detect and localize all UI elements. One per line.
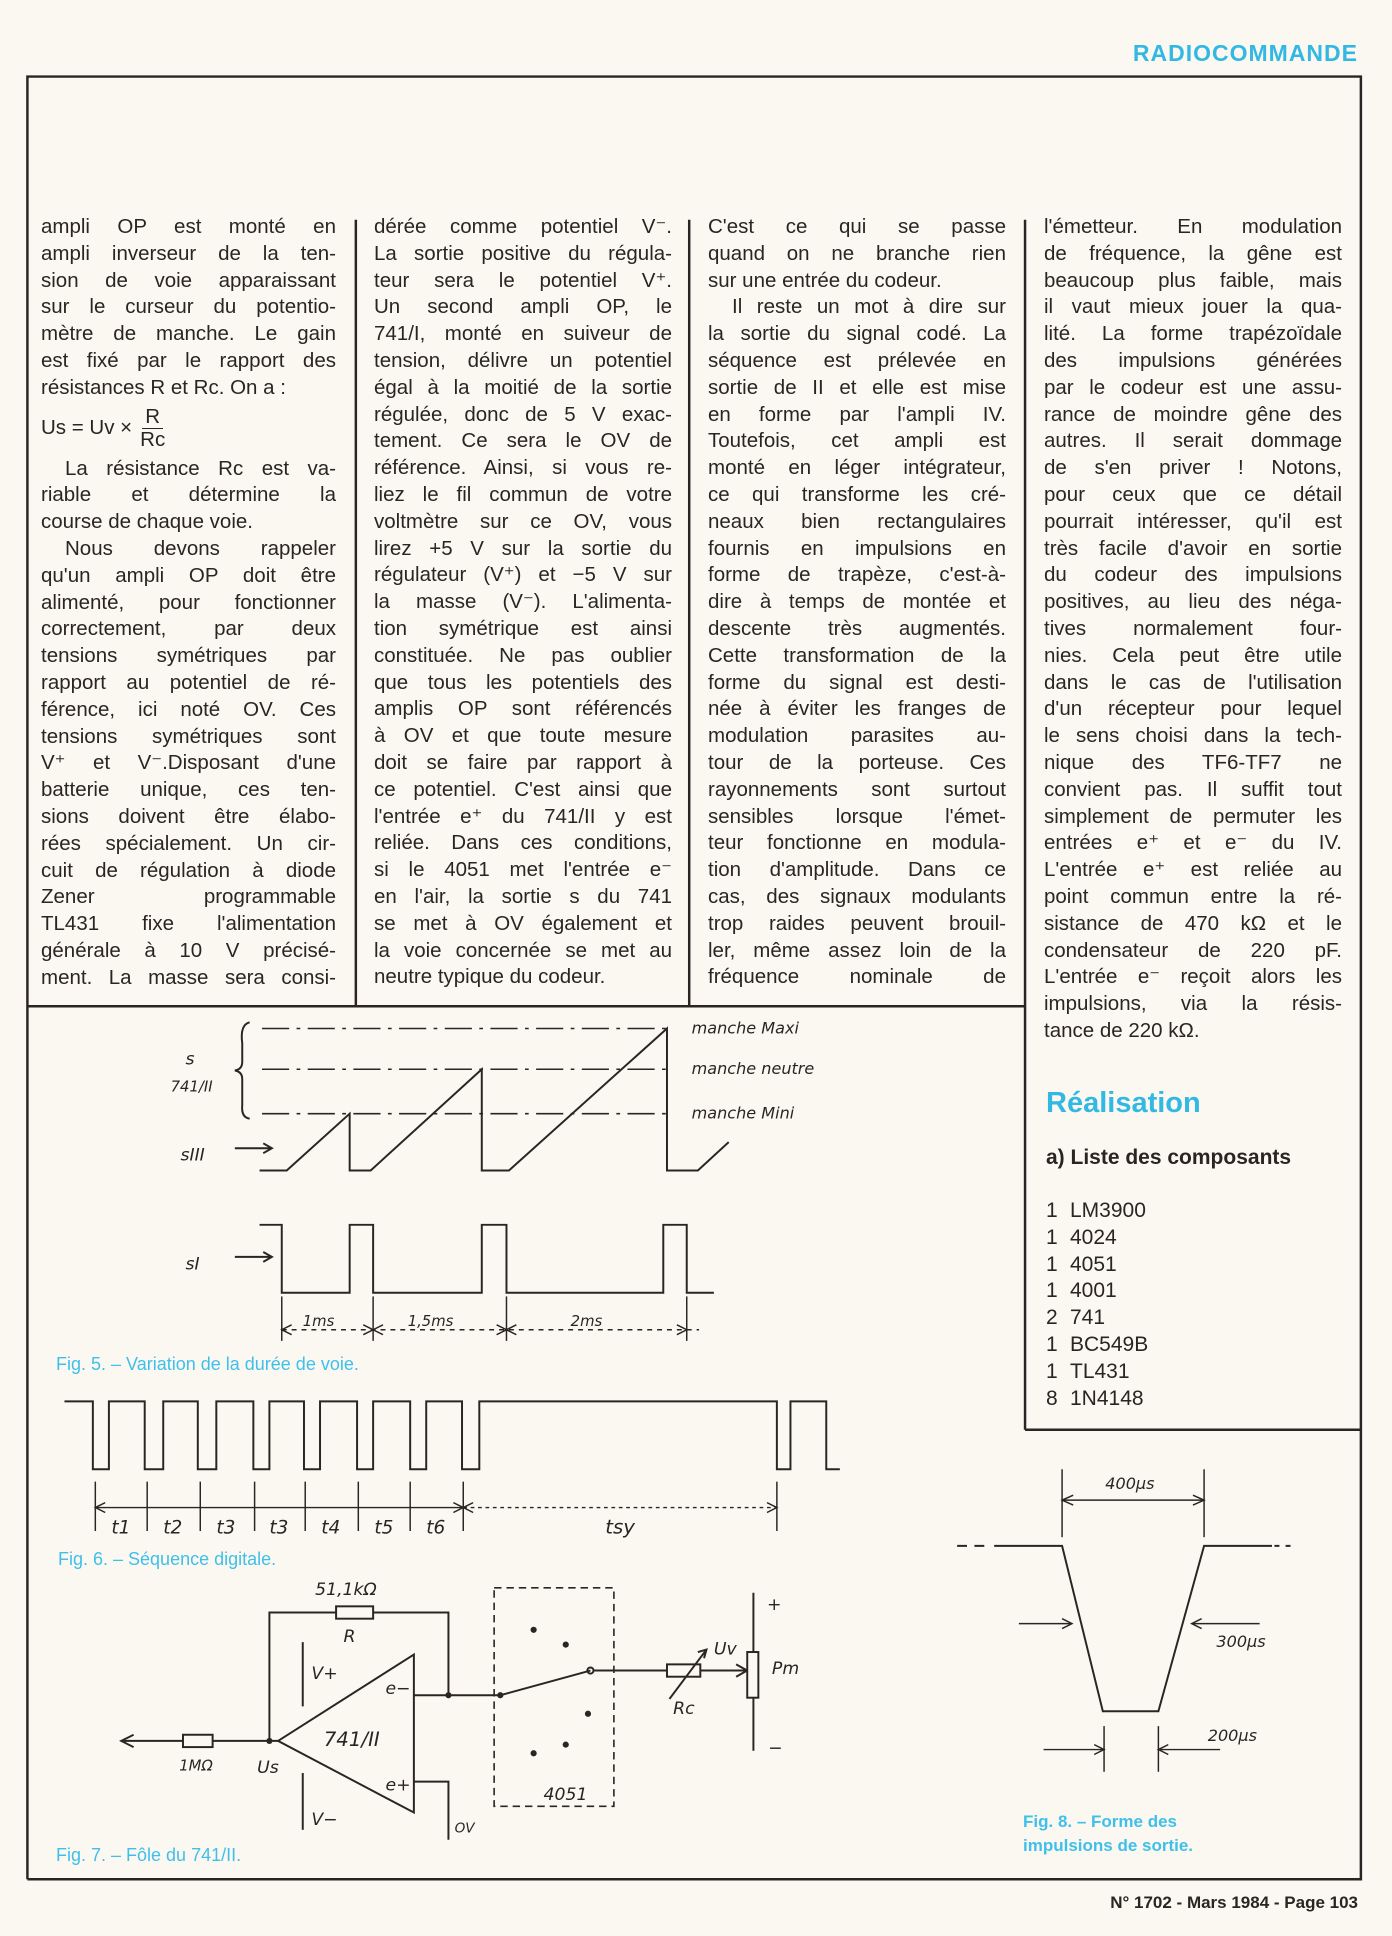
text-line: Il reste un mot à dire sur	[732, 295, 1006, 319]
label-4051: 4051	[543, 1785, 588, 1806]
trapezoid-pulse	[994, 1546, 1272, 1711]
text-line: par le codeur est une assu-	[1044, 375, 1342, 399]
text-line: riable et détermine la	[41, 483, 336, 507]
resistor-r	[336, 1606, 373, 1618]
text-line: de s'en priver ! Notons,	[1044, 456, 1342, 480]
interval-label: t5	[374, 1517, 394, 1539]
text-line: née à éviter les franges de	[708, 697, 1006, 721]
text-line: liez le fil commun de votre	[374, 482, 672, 506]
fig5-diagram	[171, 1018, 815, 1340]
text-line: positives, au lieu des néga-	[1044, 590, 1342, 614]
text-line: sistance de 470 kΩ et le	[1044, 911, 1342, 935]
text-line: beaucoup plus faible, mais	[1044, 268, 1342, 292]
label-741-II: 741/II	[323, 1727, 380, 1751]
interval-label: t2	[163, 1517, 183, 1539]
text-line: tensions symétriques sont	[41, 724, 336, 748]
dim-1-5ms: 1,5ms	[407, 1313, 454, 1331]
text-line: rées spécialement. Un cir-	[41, 831, 336, 855]
text-line: la voie concernée se met au	[374, 938, 672, 962]
component-qty: 1	[1046, 1252, 1058, 1276]
text-line: V⁺ et V⁻.Disposant d'une	[41, 751, 336, 775]
text-line: La résistance Rc est va-	[65, 456, 336, 480]
text-line: doit se faire par rapport à	[374, 750, 672, 774]
mux-4051-box	[494, 1588, 614, 1807]
text-line: fournis en impulsions en	[708, 536, 1006, 560]
text-line: constituée. Ne pas oublier	[374, 643, 672, 667]
text-line: lirez +5 V sur la sortie du	[374, 536, 672, 560]
text-line: Zener programmable	[41, 885, 336, 909]
label-pm: Pm	[771, 1659, 800, 1680]
text-line: séquence est prélevée en	[708, 348, 1006, 372]
label-rc: Rc	[673, 1698, 695, 1719]
text-line: résistances R et Rc. On a :	[41, 375, 286, 399]
text-line: forme du signal est desti-	[708, 670, 1006, 694]
text-line: est fixé par le rapport des	[41, 348, 336, 372]
text-line: fréquence nominale de	[708, 965, 1006, 989]
text-line: si le 4051 met l'entrée e⁻	[374, 858, 672, 882]
label-1m: 1MΩ	[179, 1757, 213, 1775]
text-line: ler, même assez loin de la	[708, 938, 1006, 962]
component-ref: BC549B	[1070, 1332, 1149, 1356]
text-line: qu'un ampli OP doit être	[41, 563, 336, 587]
text-line: descente très augmentés.	[708, 616, 1006, 640]
label-51k: 51,1kΩ	[315, 1580, 377, 1601]
label-s-III: sIII	[180, 1145, 205, 1166]
text-line: ment. La masse sera consi-	[41, 965, 336, 989]
text-line: rapport au potentiel de ré-	[41, 670, 336, 694]
text-line: condensateur de 220 pF.	[1044, 938, 1342, 962]
label-eplus: e+	[385, 1775, 411, 1796]
section-heading-realisation: Réalisation	[1046, 1087, 1201, 1119]
component-ref: TL431	[1070, 1359, 1130, 1383]
interval-label: t3	[269, 1517, 289, 1539]
page-footer: N° 1702 - Mars 1984 - Page 103	[1110, 1893, 1358, 1912]
text-line: la sortie du signal codé. La	[708, 322, 1006, 346]
label-s: s	[185, 1049, 195, 1070]
text-line: correctement, par deux	[41, 617, 336, 641]
text-line: alimenté, pour fonctionner	[41, 590, 336, 614]
text-line: TL431 fixe l'alimentation	[41, 912, 336, 936]
text-line: Un second ampli OP, le	[374, 295, 672, 319]
fig7-caption: Fig. 7. – Fôle du 741/II.	[56, 1845, 242, 1865]
text-line: trop raides peuvent brouil-	[708, 911, 1006, 935]
label-us: Us	[257, 1758, 279, 1779]
text-line: Toutefois, cet ampli est	[708, 429, 1006, 453]
fig5-caption: Fig. 5. – Variation de la durée de voie.	[56, 1354, 359, 1374]
dim-400us: 400µs	[1105, 1474, 1155, 1494]
switch-contacts	[266, 1627, 591, 1757]
dim-1ms: 1ms	[302, 1313, 335, 1331]
text-line: sion de voie apparaissant	[41, 268, 336, 292]
text-line: entrées e⁺ et e⁻ du IV.	[1044, 831, 1342, 855]
component-qty: 2	[1046, 1306, 1058, 1330]
component-ref: 4024	[1070, 1225, 1117, 1249]
text-line: reliée. Dans ces conditions,	[374, 831, 672, 855]
text-line: Cette transformation de la	[708, 643, 1006, 667]
formula-numerator: R	[142, 406, 163, 429]
text-line: tour de la porteuse. Ces	[708, 750, 1006, 774]
text-line: cuit de régulation à diode	[41, 858, 336, 882]
text-line: course de chaque voie.	[41, 510, 253, 534]
text-line: neaux bien rectangulaires	[708, 509, 1006, 533]
text-line: tension, délivre un potentiel	[374, 348, 672, 372]
text-line: d'un récepteur pour lequel	[1044, 697, 1342, 721]
label-eminus: e−	[385, 1679, 411, 1699]
component-qty: 8	[1046, 1386, 1058, 1410]
text-line: ce qui transforme les cré-	[708, 482, 1006, 506]
component-ref: 4001	[1070, 1279, 1117, 1303]
formula-lhs: Us = Uv ×	[41, 416, 133, 440]
text-line: ce potentiel. C'est ainsi que	[374, 777, 672, 801]
text-line: il vaut mieux jouer la qua-	[1044, 295, 1342, 319]
text-line: impulsions, via la résis-	[1044, 992, 1342, 1016]
dim-200us: 200µs	[1207, 1725, 1257, 1745]
text-line: régulateur (V⁺) et −5 V sur	[374, 563, 672, 587]
fig6-diagram	[64, 1401, 839, 1538]
text-line: l'émetteur. En modulation	[1044, 215, 1342, 238]
fig8-caption-line1: Fig. 8. – Forme des	[1023, 1812, 1177, 1831]
text-line: tement. Ce sera le OV de	[374, 429, 672, 453]
text-line: la masse (V⁻). L'alimenta-	[374, 590, 672, 614]
formula-denominator: Rc	[140, 428, 166, 452]
text-line: dans le cas de l'utilisation	[1044, 670, 1342, 694]
text-line: dérée comme potentiel V⁻.	[374, 215, 672, 238]
label-vminus: V−	[311, 1809, 338, 1830]
label-minus: −	[768, 1738, 783, 1759]
interval-label: t6	[426, 1517, 446, 1539]
text-line: régulée, donc de 5 V exac-	[374, 402, 672, 426]
text-line: amplis OP sont référencés	[374, 697, 672, 721]
label-vplus: V+	[311, 1664, 338, 1685]
text-line: L'entrée e⁻ reçoit alors les	[1044, 965, 1342, 989]
text-line: nies. Cela peut être utile	[1044, 643, 1342, 667]
text-line: tion d'amplitude. Dans ce	[708, 858, 1006, 882]
text-line: en l'air, la sortie s du 741	[374, 884, 672, 908]
label-plus: +	[766, 1595, 782, 1616]
pulse-signal	[260, 1225, 714, 1293]
text-line: teur fonctionne en modula-	[708, 831, 1006, 855]
text-line: des impulsions générées	[1044, 348, 1342, 372]
label-tsy: tsy	[605, 1515, 635, 1539]
text-line: que tous les potentiels des	[374, 670, 672, 694]
component-ref: LM3900	[1070, 1199, 1146, 1222]
text-line: teur sera le potentiel V⁺.	[374, 268, 672, 292]
text-line: pour ceux que ce détail	[1044, 482, 1342, 506]
text-line: modulation parasites au-	[708, 724, 1006, 748]
text-line: autres. Il serait dommage	[1044, 429, 1342, 453]
fig7-circuit	[121, 1580, 799, 1839]
fig8-caption-line2: impulsions de sortie.	[1023, 1836, 1194, 1855]
text-line: dire à temps de montée et	[708, 590, 1006, 614]
text-line: cas, des signaux modulants	[708, 884, 1006, 908]
text-line: l'entrée e⁺ du 741/II y est	[374, 804, 672, 828]
page-frame	[27, 77, 1360, 1880]
text-line: pourrait intéresser, qu'il est	[1044, 509, 1342, 533]
label-ov: OV	[454, 1820, 475, 1837]
label-manche-maxi: manche Maxi	[691, 1018, 799, 1038]
text-line: La sortie positive du régula-	[374, 241, 672, 265]
text-line: sur une entrée du codeur.	[708, 268, 942, 292]
text-line: égal à la moitié de la sortie	[374, 375, 672, 399]
text-line: point commun entre la ré-	[1044, 884, 1342, 908]
dim-300us: 300µs	[1216, 1632, 1266, 1652]
text-line: à OV et que toute mesure	[374, 724, 672, 748]
text-line: voltmètre sur ce OV, vous	[374, 509, 672, 533]
arrow-icon	[235, 1143, 272, 1262]
dimension-lines	[282, 1296, 699, 1340]
text-line: férence, ici noté OV. Ces	[41, 697, 336, 721]
component-ref: 1N4148	[1070, 1386, 1144, 1410]
text-line: le sens choisi dans la tech-	[1044, 724, 1342, 748]
dim-2ms: 2ms	[570, 1313, 603, 1331]
text-line: nique des TF6-TF7 ne	[1044, 750, 1342, 774]
potentiometer-pm	[747, 1652, 758, 1698]
interval-labels	[111, 1517, 445, 1538]
text-line: C'est ce qui se passe	[708, 215, 1006, 238]
text-line: rayonnements sont surtout	[708, 777, 1006, 801]
component-qty: 1	[1046, 1359, 1058, 1383]
text-line: du codeur des impulsions	[1044, 563, 1342, 587]
interval-label: t1	[111, 1517, 131, 1539]
label-s-I: sI	[185, 1254, 200, 1275]
text-line: de fréquence, la gêne est	[1044, 241, 1342, 265]
text-line: très facile d'avoir en sortie	[1044, 536, 1342, 560]
text-line: sions doivent être élabo-	[41, 804, 336, 828]
interval-label: t3	[216, 1517, 236, 1539]
text-line: monté en léger intégrateur,	[708, 456, 1006, 480]
text-line: tensions symétriques par	[41, 644, 336, 668]
text-line: L'entrée e⁺ est reliée au	[1044, 858, 1342, 882]
text-line: convient pas. Il suffit tout	[1044, 777, 1342, 801]
text-line: se met à OV également et	[374, 911, 672, 935]
text-line: 741/I, monté en suiveur de	[374, 322, 672, 346]
text-line: simplement de permuter les	[1044, 804, 1342, 828]
component-ref: 741	[1070, 1306, 1106, 1330]
text-line: Nous devons rappeler	[65, 536, 336, 560]
component-qty: 1	[1046, 1199, 1058, 1222]
component-qty: 1	[1046, 1332, 1058, 1356]
text-line: sensibles lorsque l'émet-	[708, 804, 1006, 828]
text-line: tives normalement four-	[1044, 616, 1342, 640]
text-line: en forme par l'ampli IV.	[708, 402, 1006, 426]
sawtooth-signal	[260, 1029, 729, 1171]
component-qty: 1	[1046, 1225, 1058, 1249]
text-line: tance de 220 kΩ.	[1044, 1018, 1200, 1042]
text-line: quand on ne branche rien	[708, 241, 1006, 265]
text-line: référence. Ainsi, si vous re-	[374, 456, 672, 480]
text-line: rance de moindre gêne des	[1044, 402, 1342, 426]
label-uv: Uv	[713, 1639, 737, 1660]
components-subheading: a) Liste des composants	[1046, 1146, 1292, 1169]
digital-sequence	[64, 1401, 839, 1469]
text-line: sur le curseur du potentio-	[41, 295, 336, 319]
fig8-diagram	[957, 1469, 1297, 1772]
fig6-caption: Fig. 6. – Séquence digitale.	[58, 1549, 277, 1569]
text-line: tion symétrique est ainsi	[374, 616, 672, 640]
component-ref: 4051	[1070, 1252, 1117, 1276]
text-line: ampli inverseur de la ten-	[41, 241, 336, 265]
text-line: lité. La forme trapézoïdale	[1044, 322, 1342, 346]
label-r: R	[343, 1627, 356, 1648]
level-lines	[262, 1029, 673, 1114]
text-line: ampli OP est monté en	[41, 215, 336, 238]
resistor-1m	[183, 1735, 213, 1747]
label-manche-neutre: manche neutre	[691, 1059, 815, 1079]
label-741-II: 741/II	[170, 1078, 213, 1096]
brace	[235, 1022, 250, 1118]
text-line: batterie unique, ces ten-	[41, 778, 336, 802]
interval-label: t4	[321, 1517, 341, 1539]
text-line: neutre typique du codeur.	[374, 965, 606, 989]
text-line: mètre de manche. Le gain	[41, 322, 336, 346]
component-qty: 1	[1046, 1279, 1058, 1303]
text-line: sortie de II et elle est mise	[708, 375, 1006, 399]
text-line: générale à 10 V précisé-	[41, 938, 336, 962]
section-header: RADIOCOMMANDE	[1132, 40, 1358, 66]
resistor-rc	[667, 1664, 700, 1676]
label-manche-mini: manche Mini	[691, 1103, 795, 1123]
text-line: forme de trapèze, c'est-à-	[708, 563, 1006, 587]
